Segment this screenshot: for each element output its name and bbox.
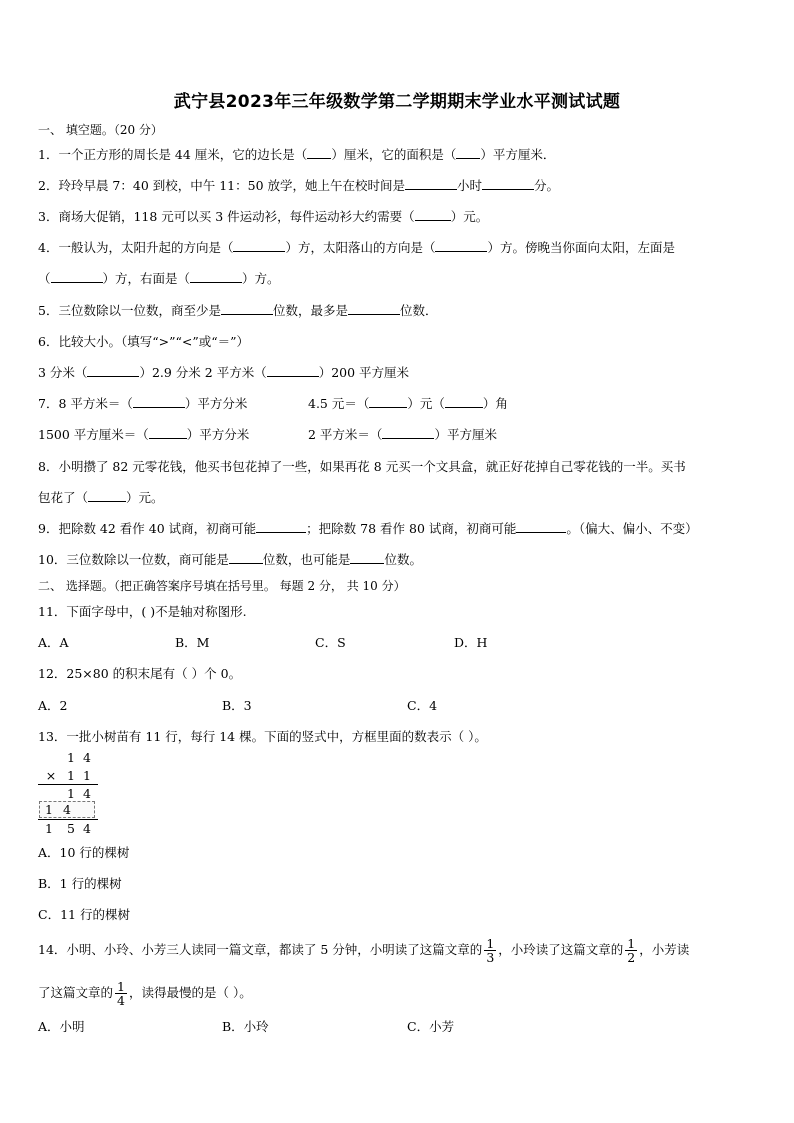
answer-blank[interactable] <box>229 551 263 564</box>
option-11-a[interactable]: A．A <box>38 635 69 650</box>
answer-blank[interactable] <box>348 302 400 315</box>
question-13: 13．一批小树苗有 11 行，每行 14 棵。下面的竖式中，方框里面的数表示（ ）。 <box>38 729 487 744</box>
option-11-d[interactable]: D．H <box>454 635 488 650</box>
question-4-line-2: （ ）方，右面是（ ）方。 <box>38 271 280 286</box>
mult-divider <box>38 819 98 820</box>
page-title: 武宁县2023年三年级数学第二学期期末学业水平测试试题 <box>173 92 621 112</box>
option-13-a[interactable]: A．10 行的棵树 <box>38 845 130 860</box>
answer-blank[interactable] <box>221 302 273 315</box>
fraction-one-third: $\frac{1}{3}$ <box>486 936 495 965</box>
question-2: 2．玲玲早晨 7：40 到校，中午 11：50 放学，她上午在校时间是 小时 分。 <box>38 178 560 193</box>
question-10: 10．三位数除以一位数，商可能是 位数，也可能是 位数。 <box>38 552 422 567</box>
option-12-b[interactable]: B．3 <box>222 698 252 713</box>
answer-blank[interactable] <box>256 520 306 533</box>
answer-blank[interactable] <box>233 239 285 252</box>
mult-row-2: × 1 1 <box>45 768 91 783</box>
option-11-b[interactable]: B．M <box>175 635 210 650</box>
question-12: 12．25×80 的积末尾有（ ）个 0。 <box>38 666 242 681</box>
option-12-c[interactable]: C．4 <box>407 698 438 713</box>
question-7-line-1: 7．8 平方米＝（ ）平方分米 <box>38 396 248 411</box>
answer-blank[interactable] <box>382 426 434 439</box>
question-6-items: 3 分米（ ）2.9 分米 2 平方米（ ）200 平方厘米 <box>38 365 410 380</box>
mult-row-3: 1 4 <box>67 786 91 801</box>
option-12-a[interactable]: A．2 <box>38 698 68 713</box>
question-8-line-2: 包花了（ ）元。 <box>38 490 164 505</box>
vertical-multiplication <box>38 750 98 840</box>
question-1: 1．一个正方形的周长是 44 厘米，它的边长是（ ）厘米，它的面积是（ ）平方厘米． <box>38 147 556 162</box>
answer-blank[interactable] <box>307 146 331 159</box>
section-heading-choice: 二、 选择题。（把正确答案序号填在括号里。 每题 2 分， 共 10 分） <box>38 579 406 593</box>
question-8-line-1: 8．小明攒了 82 元零花钱，他买书包花掉了一些，如果再花 8 元买一个文具盒，就正好花掉自己零花钱的一半。买书 <box>38 459 686 474</box>
question-3: 3．商场大促销，118 元可以买 3 件运动衫，每件运动衫大约需要（ ）元。 <box>38 209 489 224</box>
option-13-c[interactable]: C．11 行的棵树 <box>38 907 130 922</box>
mult-row-4: 1 4 <box>45 802 71 817</box>
option-13-b[interactable]: B．1 行的棵树 <box>38 876 122 891</box>
mult-divider <box>38 784 98 785</box>
answer-blank[interactable] <box>51 270 103 283</box>
answer-blank[interactable] <box>350 551 384 564</box>
answer-blank[interactable] <box>133 395 185 408</box>
answer-blank[interactable] <box>415 208 451 221</box>
answer-blank[interactable] <box>369 395 407 408</box>
mult-row-1: 1 4 <box>67 750 91 765</box>
answer-blank[interactable] <box>88 489 126 502</box>
question-6: 6．比较大小。（填写“>”“<”或“＝”） <box>38 334 249 349</box>
section-heading-fill-in: 一、 填空题。（20 分） <box>38 123 163 137</box>
question-7-line-2: 1500 平方厘米＝（ ）平方分米 <box>38 427 250 442</box>
option-14-c[interactable]: C．小芳 <box>407 1019 455 1034</box>
option-11-c[interactable]: C．S <box>315 635 346 650</box>
question-11: 11．下面字母中，( )不是轴对称图形. <box>38 604 247 619</box>
answer-blank[interactable] <box>456 146 480 159</box>
answer-blank[interactable] <box>435 239 487 252</box>
answer-blank[interactable] <box>149 426 187 439</box>
answer-blank[interactable] <box>267 364 319 377</box>
question-5: 5．三位数除以一位数，商至少是 位数，最多是 位数． <box>38 303 438 318</box>
answer-blank[interactable] <box>445 395 483 408</box>
fraction-one-quarter: $\frac{1}{4}$ <box>117 979 125 1008</box>
answer-blank[interactable] <box>516 520 566 533</box>
mult-row-5: 1 5 4 <box>45 821 91 836</box>
answer-blank[interactable] <box>405 177 457 190</box>
question-7-line-1b: 4.5 元＝（ ）元（ ）角 <box>308 396 508 411</box>
question-4-line-1: 4．一般认为，太阳升起的方向是（ ）方，太阳落山的方向是（ ）方。傍晚当你面向太阳，左面是 <box>38 240 675 255</box>
option-14-b[interactable]: B．小玲 <box>222 1019 269 1034</box>
question-9: 9．把除数 42 看作 40 试商，初商可能 ；把除数 78 看作 80 试商，初商可能 。（偏大、偏小、不变） <box>38 521 698 536</box>
fraction-one-half: $\frac{1}{2}$ <box>627 936 636 965</box>
option-14-a[interactable]: A．小明 <box>38 1019 85 1034</box>
question-14-line-2: 了这篇文章的 $\frac{1}{4}$ ，读得最慢的是（ ）。 <box>38 979 252 1008</box>
answer-blank[interactable] <box>190 270 242 283</box>
answer-blank[interactable] <box>482 177 534 190</box>
answer-blank[interactable] <box>87 364 139 377</box>
question-14-line-1: 14．小明、小玲、小芳三人读同一篇文章，都读了 5 分钟，小明读了这篇文章的 $\frac{1}{3}$ ，小玲读了这篇文章的 $\frac{1}{2}$ ，小芳读 <box>38 936 690 965</box>
question-7-line-2b: 2 平方米＝（ ）平方厘米 <box>308 427 497 442</box>
